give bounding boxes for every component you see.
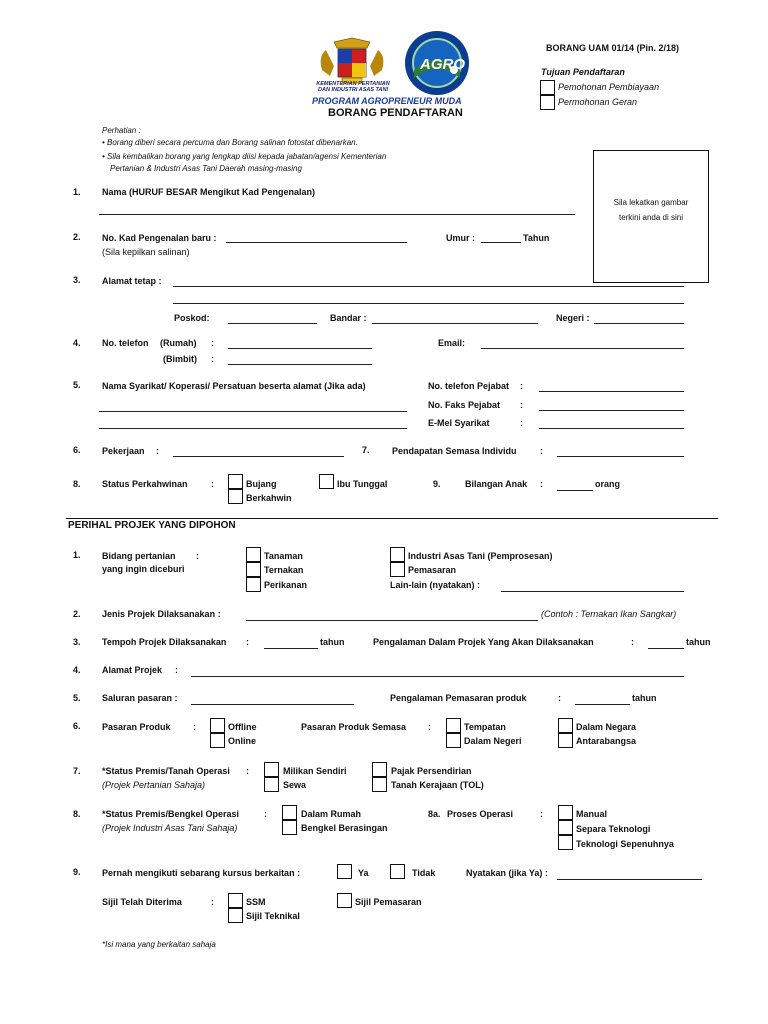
purpose-grant-label: Permohonan Geran bbox=[558, 97, 638, 107]
company-label: Nama Syarikat/ Koperasi/ Persatuan beserta alamat (Jika ada) bbox=[102, 381, 366, 391]
process-manual-label: Manual bbox=[576, 809, 608, 819]
process-label: Proses Operasi bbox=[447, 809, 514, 819]
company-field-1[interactable] bbox=[99, 411, 407, 412]
market-local-label: Tempatan bbox=[464, 722, 506, 732]
market-national-checkbox[interactable] bbox=[558, 718, 573, 733]
colon: : bbox=[211, 354, 214, 364]
marital-single-checkbox[interactable] bbox=[228, 474, 243, 489]
item-number: 3. bbox=[73, 275, 81, 285]
current-market-label: Pasaran Produk Semasa bbox=[301, 722, 407, 732]
field-fishery-label: Perikanan bbox=[264, 580, 308, 590]
premise-own-label: Milikan Sendiri bbox=[283, 766, 347, 776]
item-number: 5. bbox=[73, 693, 81, 703]
premise-private-lease-checkbox[interactable] bbox=[372, 762, 387, 777]
item-number: 8. bbox=[73, 479, 81, 489]
phone-home-label: (Rumah) bbox=[160, 338, 197, 348]
market-label: Pasaran Produk bbox=[102, 722, 171, 732]
marital-label: Status Perkahwinan bbox=[102, 479, 188, 489]
premise-rent-label: Sewa bbox=[283, 780, 307, 790]
ic-note: (Sila kepilkan salinan) bbox=[102, 247, 190, 257]
phone-mobile-label: (Bimbit) bbox=[163, 354, 197, 364]
colon: : bbox=[520, 400, 523, 410]
purpose-grant-checkbox[interactable] bbox=[540, 95, 555, 110]
field-livestock-checkbox[interactable] bbox=[246, 562, 261, 577]
email-label: Email: bbox=[438, 338, 466, 348]
process-semi-tech-checkbox[interactable] bbox=[558, 820, 573, 835]
children-label: Bilangan Anak bbox=[465, 479, 528, 489]
channel-label: Saluran pasaran : bbox=[102, 693, 178, 703]
item-number: 7. bbox=[73, 766, 81, 776]
item-number: 2. bbox=[73, 609, 81, 619]
city-label: Bandar : bbox=[330, 313, 367, 323]
cert-ssm-label: SSM bbox=[246, 897, 266, 907]
agro-logo-text: AGRO bbox=[420, 56, 465, 73]
item-number: 7. bbox=[362, 445, 370, 455]
address-field-1[interactable] bbox=[173, 286, 684, 287]
project-address-label: Alamat Projek bbox=[102, 665, 163, 675]
company-email-label: E-Mel Syarikat bbox=[428, 418, 490, 428]
market-online-checkbox[interactable] bbox=[210, 733, 225, 748]
colon: : bbox=[156, 446, 159, 456]
marital-single-mother-label: Ibu Tunggal bbox=[337, 479, 388, 489]
marital-married-label: Berkahwin bbox=[246, 493, 292, 503]
item-number: 4. bbox=[73, 665, 81, 675]
others-field[interactable] bbox=[501, 591, 684, 592]
postcode-field[interactable] bbox=[228, 323, 317, 324]
duration-field[interactable] bbox=[264, 648, 318, 649]
premise-tol-label: Tanah Kerajaan (TOL) bbox=[391, 780, 484, 790]
children-unit: orang bbox=[595, 479, 621, 489]
purpose-financing-checkbox[interactable] bbox=[540, 80, 555, 95]
workshop-home-label: Dalam Rumah bbox=[301, 809, 362, 819]
colon: : bbox=[196, 551, 199, 561]
course-label: Pernah mengikuti sebarang kursus berkaitan : bbox=[102, 868, 301, 878]
experience-field[interactable] bbox=[648, 648, 684, 649]
experience-unit: tahun bbox=[686, 637, 711, 647]
colon: : bbox=[520, 418, 523, 428]
field-livestock-label: Ternakan bbox=[264, 565, 304, 575]
colon: : bbox=[246, 766, 249, 776]
form-title: BORANG PENDAFTARAN bbox=[328, 107, 463, 119]
others-label: Lain-lain (nyatakan) : bbox=[390, 580, 481, 590]
colon: : bbox=[540, 479, 543, 489]
children-field[interactable] bbox=[557, 490, 593, 491]
section-heading: PERIHAL PROJEK YANG DIPOHON bbox=[68, 520, 236, 531]
experience-label: Pengalaman Dalam Projek Yang Akan Dilaksanakan bbox=[373, 637, 594, 647]
ic-field[interactable] bbox=[226, 242, 407, 243]
address-field-2[interactable] bbox=[173, 303, 684, 304]
item-number: 1. bbox=[73, 187, 81, 197]
city-field[interactable] bbox=[372, 323, 538, 324]
office-phone-field[interactable] bbox=[539, 391, 684, 392]
form-code: BORANG UAM 01/14 (Pin. 2/18) bbox=[546, 43, 680, 53]
notes-line-2b: Pertanian & Industri Asas Tani Daerah masing-masing bbox=[110, 164, 302, 173]
process-manual-checkbox[interactable] bbox=[558, 805, 573, 820]
project-type-example: (Contoh : Ternakan Ikan Sangkar) bbox=[541, 609, 677, 619]
office-fax-field[interactable] bbox=[539, 410, 684, 411]
name-label: Nama (HURUF BESAR Mengikut Kad Pengenalan) bbox=[102, 187, 316, 197]
market-offline-label: Offline bbox=[228, 722, 257, 732]
premise-label: *Status Premis/Tanah Operasi bbox=[102, 766, 230, 776]
item-number: 3. bbox=[73, 637, 81, 647]
course-yes-checkbox[interactable] bbox=[337, 864, 352, 879]
cert-marketing-label: Sijil Pemasaran bbox=[355, 897, 422, 907]
colon: : bbox=[211, 897, 214, 907]
colon: : bbox=[211, 338, 214, 348]
phone-home-field[interactable] bbox=[228, 348, 372, 349]
cert-technical-label: Sijil Teknikal bbox=[246, 911, 300, 921]
marketing-experience-field[interactable] bbox=[575, 704, 630, 705]
marketing-experience-label: Pengalaman Pemasaran produk bbox=[390, 693, 527, 703]
footnote: *Isi mana yang berkaitan sahaja bbox=[102, 940, 216, 949]
state-field[interactable] bbox=[594, 323, 684, 324]
field-marketing-checkbox[interactable] bbox=[390, 562, 405, 577]
income-field[interactable] bbox=[557, 456, 684, 457]
premise-own-checkbox[interactable] bbox=[264, 762, 279, 777]
workshop-note: (Projek Industri Asas Tani Sahaja) bbox=[102, 823, 238, 833]
photo-instruction-1: Sila lekatkan gambar bbox=[613, 198, 689, 207]
cert-marketing-checkbox[interactable] bbox=[337, 893, 352, 908]
item-number: 1. bbox=[73, 550, 81, 560]
item-number: 5. bbox=[73, 380, 81, 390]
workshop-home-checkbox[interactable] bbox=[282, 805, 297, 820]
income-label: Pendapatan Semasa Individu bbox=[392, 446, 517, 456]
item-number: 2. bbox=[73, 232, 81, 242]
age-field[interactable] bbox=[481, 242, 521, 243]
field-crop-label: Tanaman bbox=[264, 551, 303, 561]
field-agro-processing-label: Industri Asas Tani (Pemprosesan) bbox=[408, 551, 553, 561]
company-field-2[interactable] bbox=[99, 428, 407, 429]
market-international-checkbox[interactable] bbox=[558, 733, 573, 748]
company-email-field[interactable] bbox=[539, 428, 684, 429]
cert-label: Sijil Telah Diterima bbox=[102, 897, 182, 907]
market-offline-checkbox[interactable] bbox=[210, 718, 225, 733]
colon: : bbox=[264, 809, 267, 819]
workshop-separate-checkbox[interactable] bbox=[282, 820, 297, 835]
market-state-checkbox[interactable] bbox=[446, 733, 461, 748]
notes-line-1: • Borang diberi secara percuma dan Borang salinan fotostat dibenarkan. bbox=[102, 138, 358, 147]
state-label: Negeri : bbox=[556, 313, 590, 323]
ic-label: No. Kad Pengenalan baru : bbox=[102, 233, 217, 243]
postcode-label: Poskod: bbox=[174, 313, 210, 323]
colon: : bbox=[175, 665, 178, 675]
field-marketing-label: Pemasaran bbox=[408, 565, 457, 575]
course-no-checkbox[interactable] bbox=[390, 864, 405, 879]
market-local-checkbox[interactable] bbox=[446, 718, 461, 733]
field-agro-processing-checkbox[interactable] bbox=[390, 547, 405, 562]
colon: : bbox=[211, 479, 214, 489]
duration-unit: tahun bbox=[320, 637, 345, 647]
notes-line-2a: • Sila kembalikan borang yang lengkap diisi kepada jabatan/agensi Kementerian bbox=[102, 152, 387, 161]
item-number: 9. bbox=[73, 867, 81, 877]
channel-field[interactable] bbox=[191, 704, 354, 705]
project-address-field[interactable] bbox=[191, 676, 684, 677]
office-phone-label: No. telefon Pejabat bbox=[428, 381, 510, 391]
email-field[interactable] bbox=[481, 348, 684, 349]
item-number: 6. bbox=[73, 721, 81, 731]
premise-private-lease-label: Pajak Persendirian bbox=[391, 766, 472, 776]
project-type-label: Jenis Projek Dilaksanakan : bbox=[102, 609, 221, 619]
item-number-8a: 8a. bbox=[428, 809, 441, 819]
office-fax-label: No. Faks Pejabat bbox=[428, 400, 501, 410]
age-label: Umur : bbox=[446, 233, 475, 243]
address-label: Alamat tetap : bbox=[102, 276, 162, 286]
marital-single-mother-checkbox[interactable] bbox=[319, 474, 334, 489]
premise-rent-checkbox[interactable] bbox=[264, 777, 279, 792]
item-number: 4. bbox=[73, 338, 81, 348]
premise-tol-checkbox[interactable] bbox=[372, 777, 387, 792]
purpose-financing-label: Pemohonan Pembiayaan bbox=[558, 82, 660, 92]
phone-mobile-field[interactable] bbox=[228, 364, 372, 365]
marketing-experience-unit: tahun bbox=[632, 693, 657, 703]
course-specify-label: Nyatakan (jika Ya) : bbox=[466, 868, 548, 878]
field-fishery-checkbox[interactable] bbox=[246, 577, 261, 592]
purpose-label: Tujuan Pendaftaran bbox=[541, 67, 625, 77]
job-field[interactable] bbox=[173, 456, 344, 457]
ministry-name-line2: DAN INDUSTRI ASAS TANI bbox=[318, 87, 388, 93]
market-international-label: Antarabangsa bbox=[576, 736, 637, 746]
field-label-1: Bidang pertanian bbox=[102, 551, 176, 561]
section-divider bbox=[66, 518, 718, 519]
name-field[interactable] bbox=[99, 214, 575, 215]
premise-note: (Projek Pertanian Sahaja) bbox=[102, 780, 206, 790]
marital-married-checkbox[interactable] bbox=[228, 489, 243, 504]
program-name: PROGRAM AGROPRENEUR MUDA bbox=[312, 96, 462, 106]
market-state-label: Dalam Negeri bbox=[464, 736, 522, 746]
item-number: 8. bbox=[73, 809, 81, 819]
age-unit: Tahun bbox=[523, 233, 550, 243]
notes-heading: Perhatian : bbox=[102, 126, 141, 135]
colon: : bbox=[246, 637, 249, 647]
course-specify-field[interactable] bbox=[557, 879, 702, 880]
item-number: 6. bbox=[73, 445, 81, 455]
job-label: Pekerjaan bbox=[102, 446, 145, 456]
workshop-label: *Status Premis/Bengkel Operasi bbox=[102, 809, 240, 819]
cert-ssm-checkbox[interactable] bbox=[228, 893, 243, 908]
duration-label: Tempoh Projek Dilaksanakan bbox=[102, 637, 227, 647]
colon: : bbox=[558, 693, 561, 703]
marital-single-label: Bujang bbox=[246, 479, 277, 489]
colon: : bbox=[540, 809, 543, 819]
colon: : bbox=[540, 446, 543, 456]
colon: : bbox=[631, 637, 634, 647]
market-online-label: Online bbox=[228, 736, 257, 746]
colon: : bbox=[193, 722, 196, 732]
field-label-2: yang ingin diceburi bbox=[102, 564, 185, 574]
workshop-separate-label: Bengkel Berasingan bbox=[301, 823, 388, 833]
ministry-name-line1: KEMENTERIAN PERTANIAN bbox=[316, 81, 390, 87]
process-full-tech-label: Teknologi Sepenuhnya bbox=[576, 839, 674, 849]
colon: : bbox=[520, 381, 523, 391]
photo-instruction-2: terkini anda di sini bbox=[618, 213, 684, 222]
item-number: 9. bbox=[433, 479, 441, 489]
project-type-field[interactable] bbox=[246, 620, 538, 621]
colon: : bbox=[428, 722, 431, 732]
course-no-label: Tidak bbox=[412, 868, 436, 878]
phone-label: No. telefon bbox=[102, 338, 149, 348]
market-national-label: Dalam Negara bbox=[576, 722, 637, 732]
cert-technical-checkbox[interactable] bbox=[228, 908, 243, 923]
field-crop-checkbox[interactable] bbox=[246, 547, 261, 562]
course-yes-label: Ya bbox=[358, 868, 369, 878]
process-semi-tech-label: Separa Teknologi bbox=[576, 824, 651, 834]
process-full-tech-checkbox[interactable] bbox=[558, 835, 573, 850]
